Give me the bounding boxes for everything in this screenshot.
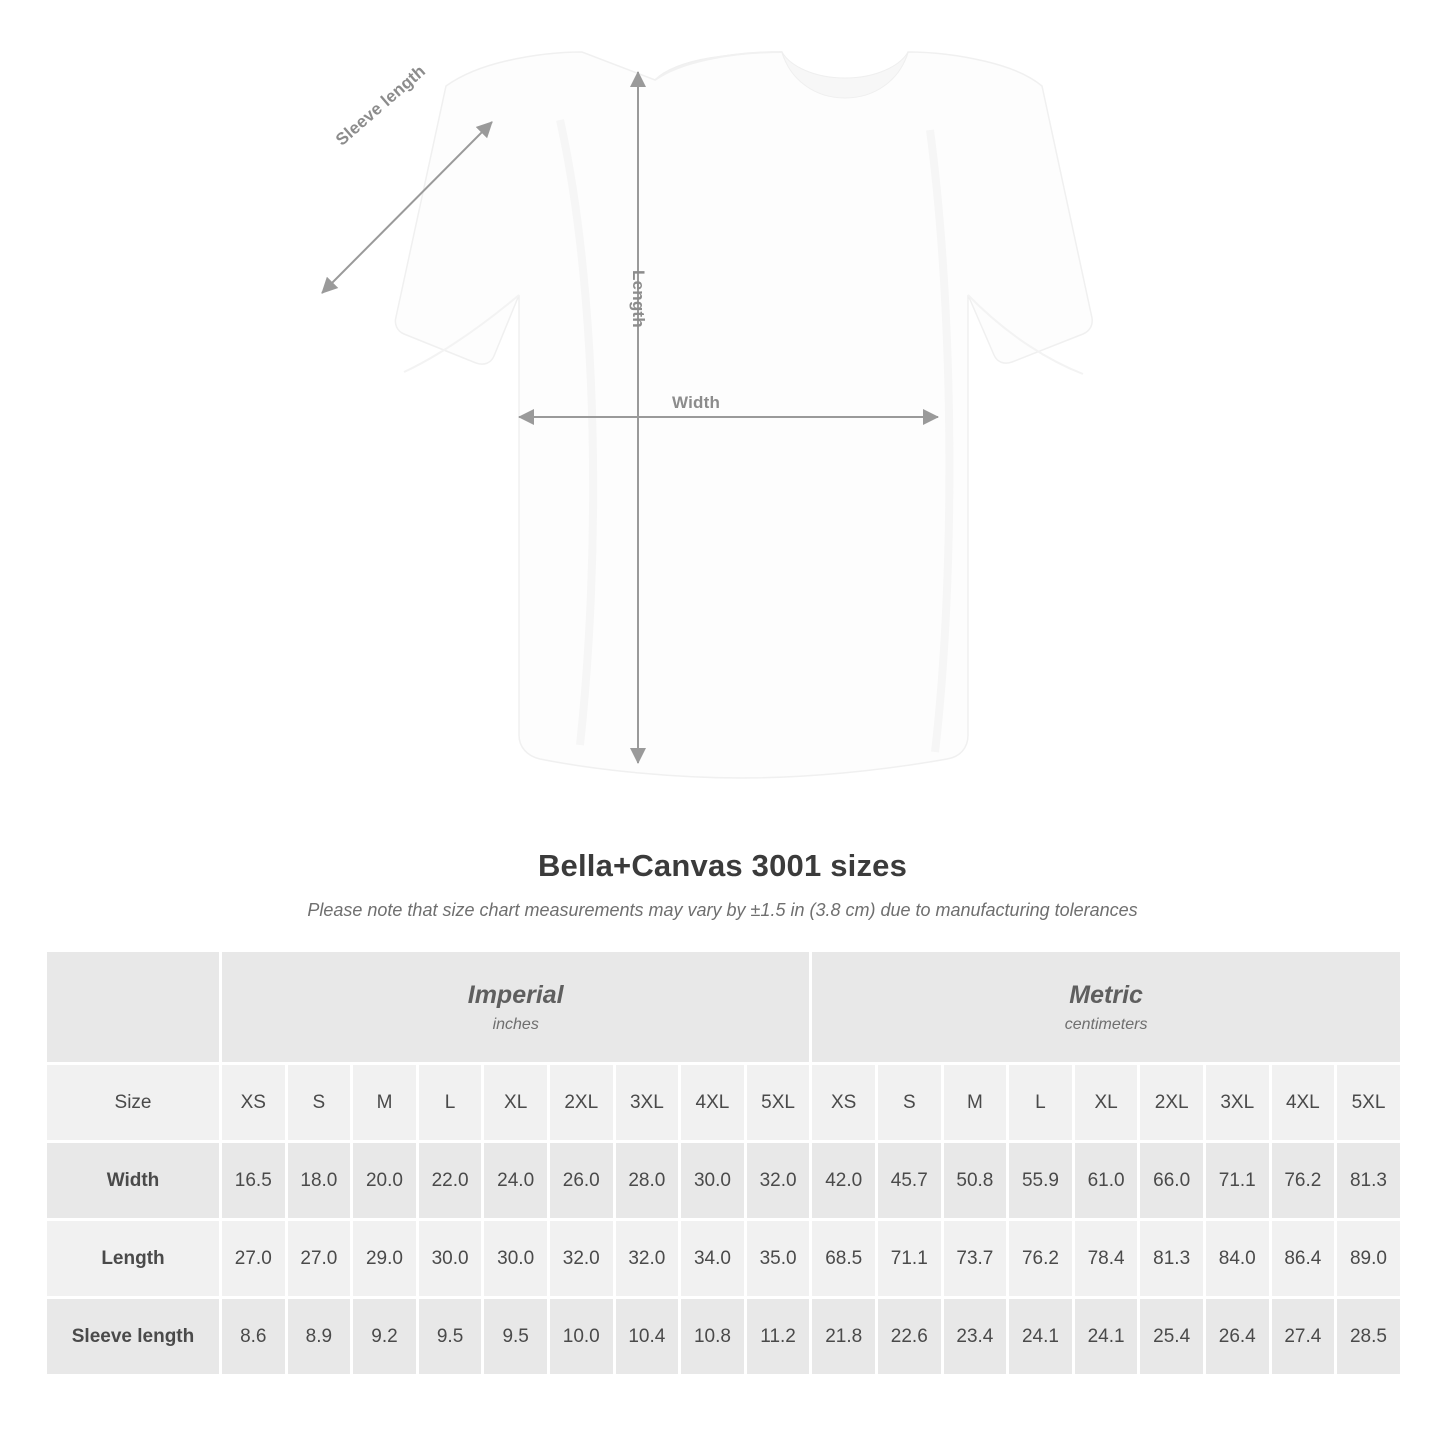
data-cell: 9.5 xyxy=(417,1298,483,1376)
data-cell: 68.5 xyxy=(811,1220,877,1298)
data-cell: 89.0 xyxy=(1336,1220,1402,1298)
data-cell: 28.0 xyxy=(614,1142,680,1220)
size-header-cell: 2XL xyxy=(548,1064,614,1142)
data-cell: 35.0 xyxy=(745,1220,811,1298)
data-cell: 55.9 xyxy=(1008,1142,1074,1220)
data-cell: 8.9 xyxy=(286,1298,352,1376)
size-header-cell: 3XL xyxy=(614,1064,680,1142)
unit-group-metric xyxy=(811,951,1401,1064)
data-cell: 24.1 xyxy=(1073,1298,1139,1376)
size-table xyxy=(44,949,1403,1377)
data-cell: 10.8 xyxy=(680,1298,746,1376)
data-cell: 71.1 xyxy=(876,1220,942,1298)
table-row xyxy=(46,1298,1402,1376)
width-label: Width xyxy=(672,393,721,412)
data-cell: 9.5 xyxy=(483,1298,549,1376)
size-header-cell: XS xyxy=(811,1064,877,1142)
data-cell: 30.0 xyxy=(417,1220,483,1298)
size-header-cell: 3XL xyxy=(1204,1064,1270,1142)
data-cell: 81.3 xyxy=(1336,1142,1402,1220)
table-row xyxy=(46,1220,1402,1298)
data-cell: 10.0 xyxy=(548,1298,614,1376)
size-header-cell: S xyxy=(876,1064,942,1142)
unit-header-row xyxy=(46,951,1402,1064)
data-cell: 22.6 xyxy=(876,1298,942,1376)
page-title: Bella+Canvas 3001 sizes xyxy=(537,848,908,883)
data-cell: 27.4 xyxy=(1270,1298,1336,1376)
data-cell: 24.1 xyxy=(1008,1298,1074,1376)
data-cell: 66.0 xyxy=(1139,1142,1205,1220)
data-cell: 76.2 xyxy=(1008,1220,1074,1298)
data-cell: 8.6 xyxy=(221,1298,287,1376)
data-cell: 10.4 xyxy=(614,1298,680,1376)
data-cell: 86.4 xyxy=(1270,1220,1336,1298)
unit-name: centimeters xyxy=(1064,1015,1148,1033)
unit-name: inches xyxy=(492,1015,539,1033)
data-cell: 18.0 xyxy=(286,1142,352,1220)
data-cell: 22.0 xyxy=(417,1142,483,1220)
data-cell: 24.0 xyxy=(483,1142,549,1220)
data-cell: 84.0 xyxy=(1204,1220,1270,1298)
size-header-cell: XS xyxy=(221,1064,287,1142)
data-cell: 26.4 xyxy=(1204,1298,1270,1376)
tolerance-note: Please note that size chart measurements may vary by ±1.5 in (3.8 cm) due to manufacturing tolerances xyxy=(307,900,1138,920)
data-cell: 30.0 xyxy=(483,1220,549,1298)
data-cell: 42.0 xyxy=(811,1142,877,1220)
data-cell: 76.2 xyxy=(1270,1142,1336,1220)
data-cell: 27.0 xyxy=(286,1220,352,1298)
data-cell: 81.3 xyxy=(1139,1220,1205,1298)
data-cell: 29.0 xyxy=(352,1220,418,1298)
size-header-label: Size xyxy=(46,1064,221,1142)
unit-group-imperial xyxy=(221,951,811,1064)
size-header-cell: L xyxy=(1008,1064,1074,1142)
data-cell: 21.8 xyxy=(811,1298,877,1376)
data-cell: 34.0 xyxy=(680,1220,746,1298)
size-header-cell: XL xyxy=(1073,1064,1139,1142)
size-header-cell: 4XL xyxy=(680,1064,746,1142)
size-header-cell: 5XL xyxy=(1336,1064,1402,1142)
size-header-cell: 4XL xyxy=(1270,1064,1336,1142)
size-header-row xyxy=(46,1064,1402,1142)
size-header-cell: XL xyxy=(483,1064,549,1142)
row-label: Sleeve length xyxy=(46,1298,221,1376)
size-header-cell: S xyxy=(286,1064,352,1142)
data-cell: 11.2 xyxy=(745,1298,811,1376)
data-cell: 73.7 xyxy=(942,1220,1008,1298)
data-cell: 45.7 xyxy=(876,1142,942,1220)
data-cell: 30.0 xyxy=(680,1142,746,1220)
unit-header-spacer xyxy=(46,951,221,1064)
size-header-cell: M xyxy=(352,1064,418,1142)
table-row xyxy=(46,1142,1402,1220)
data-cell: 32.0 xyxy=(614,1220,680,1298)
data-cell: 9.2 xyxy=(352,1298,418,1376)
data-cell: 25.4 xyxy=(1139,1298,1205,1376)
unit-system-name: Metric xyxy=(1069,980,1143,1009)
data-cell: 32.0 xyxy=(548,1220,614,1298)
chart-heading xyxy=(0,848,1445,921)
data-cell: 50.8 xyxy=(942,1142,1008,1220)
size-header-cell: L xyxy=(417,1064,483,1142)
data-cell: 27.0 xyxy=(221,1220,287,1298)
row-label: Length xyxy=(46,1220,221,1298)
unit-system-name: Imperial xyxy=(467,980,564,1009)
data-cell: 16.5 xyxy=(221,1142,287,1220)
data-cell: 20.0 xyxy=(352,1142,418,1220)
data-cell: 78.4 xyxy=(1073,1220,1139,1298)
size-header-cell: 5XL xyxy=(745,1064,811,1142)
size-header-cell: M xyxy=(942,1064,1008,1142)
data-cell: 23.4 xyxy=(942,1298,1008,1376)
data-cell: 71.1 xyxy=(1204,1142,1270,1220)
sleeve-length-label: Sleeve length xyxy=(332,61,430,150)
size-table-wrapper xyxy=(44,949,1401,1377)
data-cell: 28.5 xyxy=(1336,1298,1402,1376)
row-label: Width xyxy=(46,1142,221,1220)
data-cell: 32.0 xyxy=(745,1142,811,1220)
data-cell: 61.0 xyxy=(1073,1142,1139,1220)
size-header-cell: 2XL xyxy=(1139,1064,1205,1142)
length-label: Length xyxy=(629,270,648,328)
data-cell: 26.0 xyxy=(548,1142,614,1220)
